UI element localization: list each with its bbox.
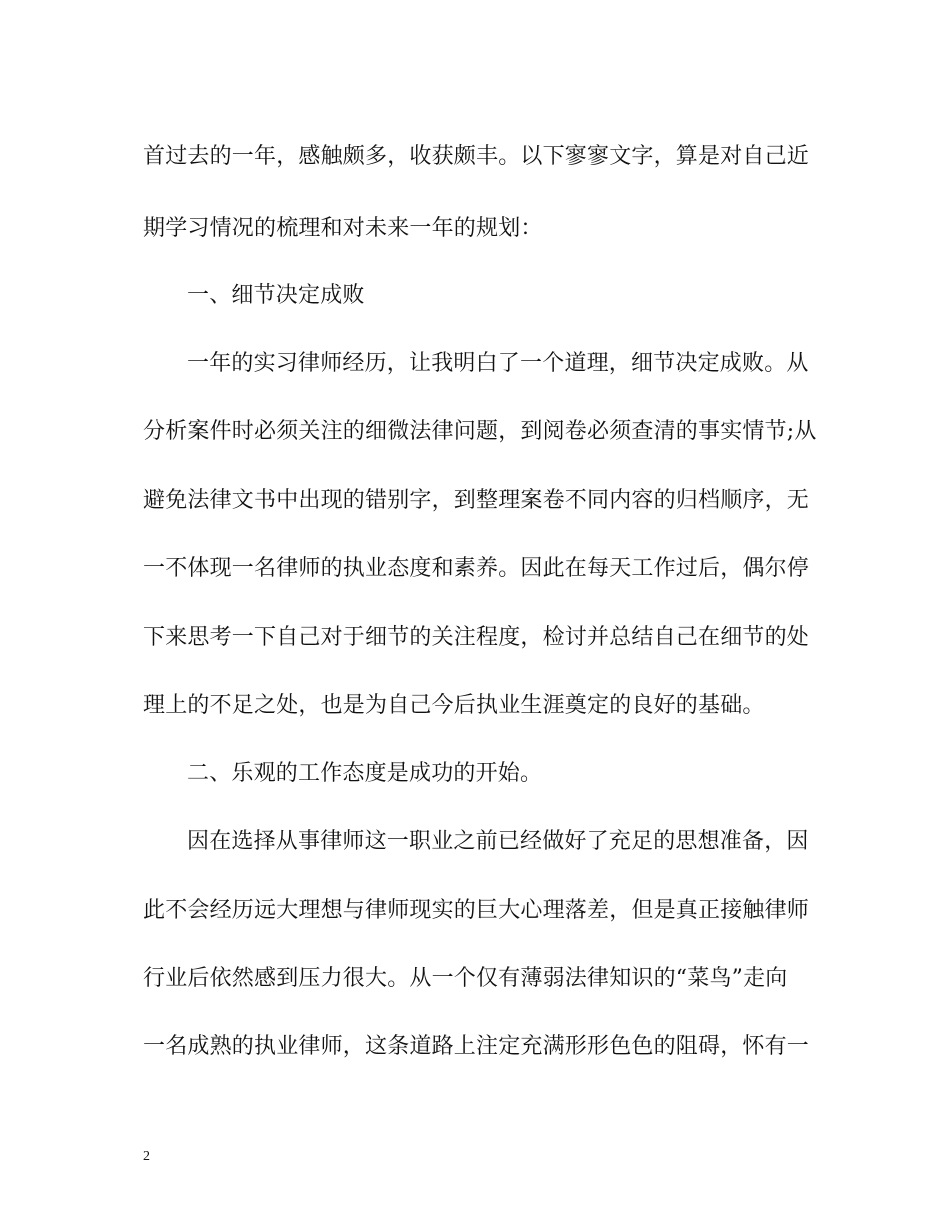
section-heading-2: 二、乐观的工作态度是成功的开始。	[187, 761, 543, 786]
text-line: 一名成熟的执业律师，这条道路上注定充满形形色色的阻碍，怀有一	[143, 1034, 810, 1059]
text-line: 理上的不足之处，也是为自己今后执业生涯奠定的良好的基础。	[143, 693, 765, 718]
section-heading-1: 一、细节决定成败	[187, 283, 365, 308]
text-line: 期学习情况的梳理和对未来一年的规划：	[143, 216, 543, 241]
text-line: 分析案件时必须关注的细微法律问题，到阅卷必须查清的事实情节;从	[143, 419, 817, 444]
page-number: 2	[143, 1149, 150, 1164]
text-line: 此不会经历远大理想与律师现实的巨大心理落差，但是真正接触律师	[143, 898, 810, 923]
text-line: 一年的实习律师经历，让我明白了一个道理，细节决定成败。从	[187, 351, 809, 376]
text-line: 一不体现一名律师的执业态度和素养。因此在每天工作过后，偶尔停	[143, 556, 810, 581]
text-line: 首过去的一年，感触颇多，收获颇丰。以下寥寥文字，算是对自己近	[143, 144, 810, 169]
text-line: 行业后依然感到压力很大。从一个仅有薄弱法律知识的“菜鸟”走向	[143, 966, 788, 991]
text-line: 因在选择从事律师这一职业之前已经做好了充足的思想准备，因	[187, 829, 809, 854]
text-line: 避免法律文书中出现的错别字，到整理案卷不同内容的归档顺序，无	[143, 488, 810, 513]
text-line: 下来思考一下自己对于细节的关注程度，检讨并总结自己在细节的处	[143, 625, 810, 650]
